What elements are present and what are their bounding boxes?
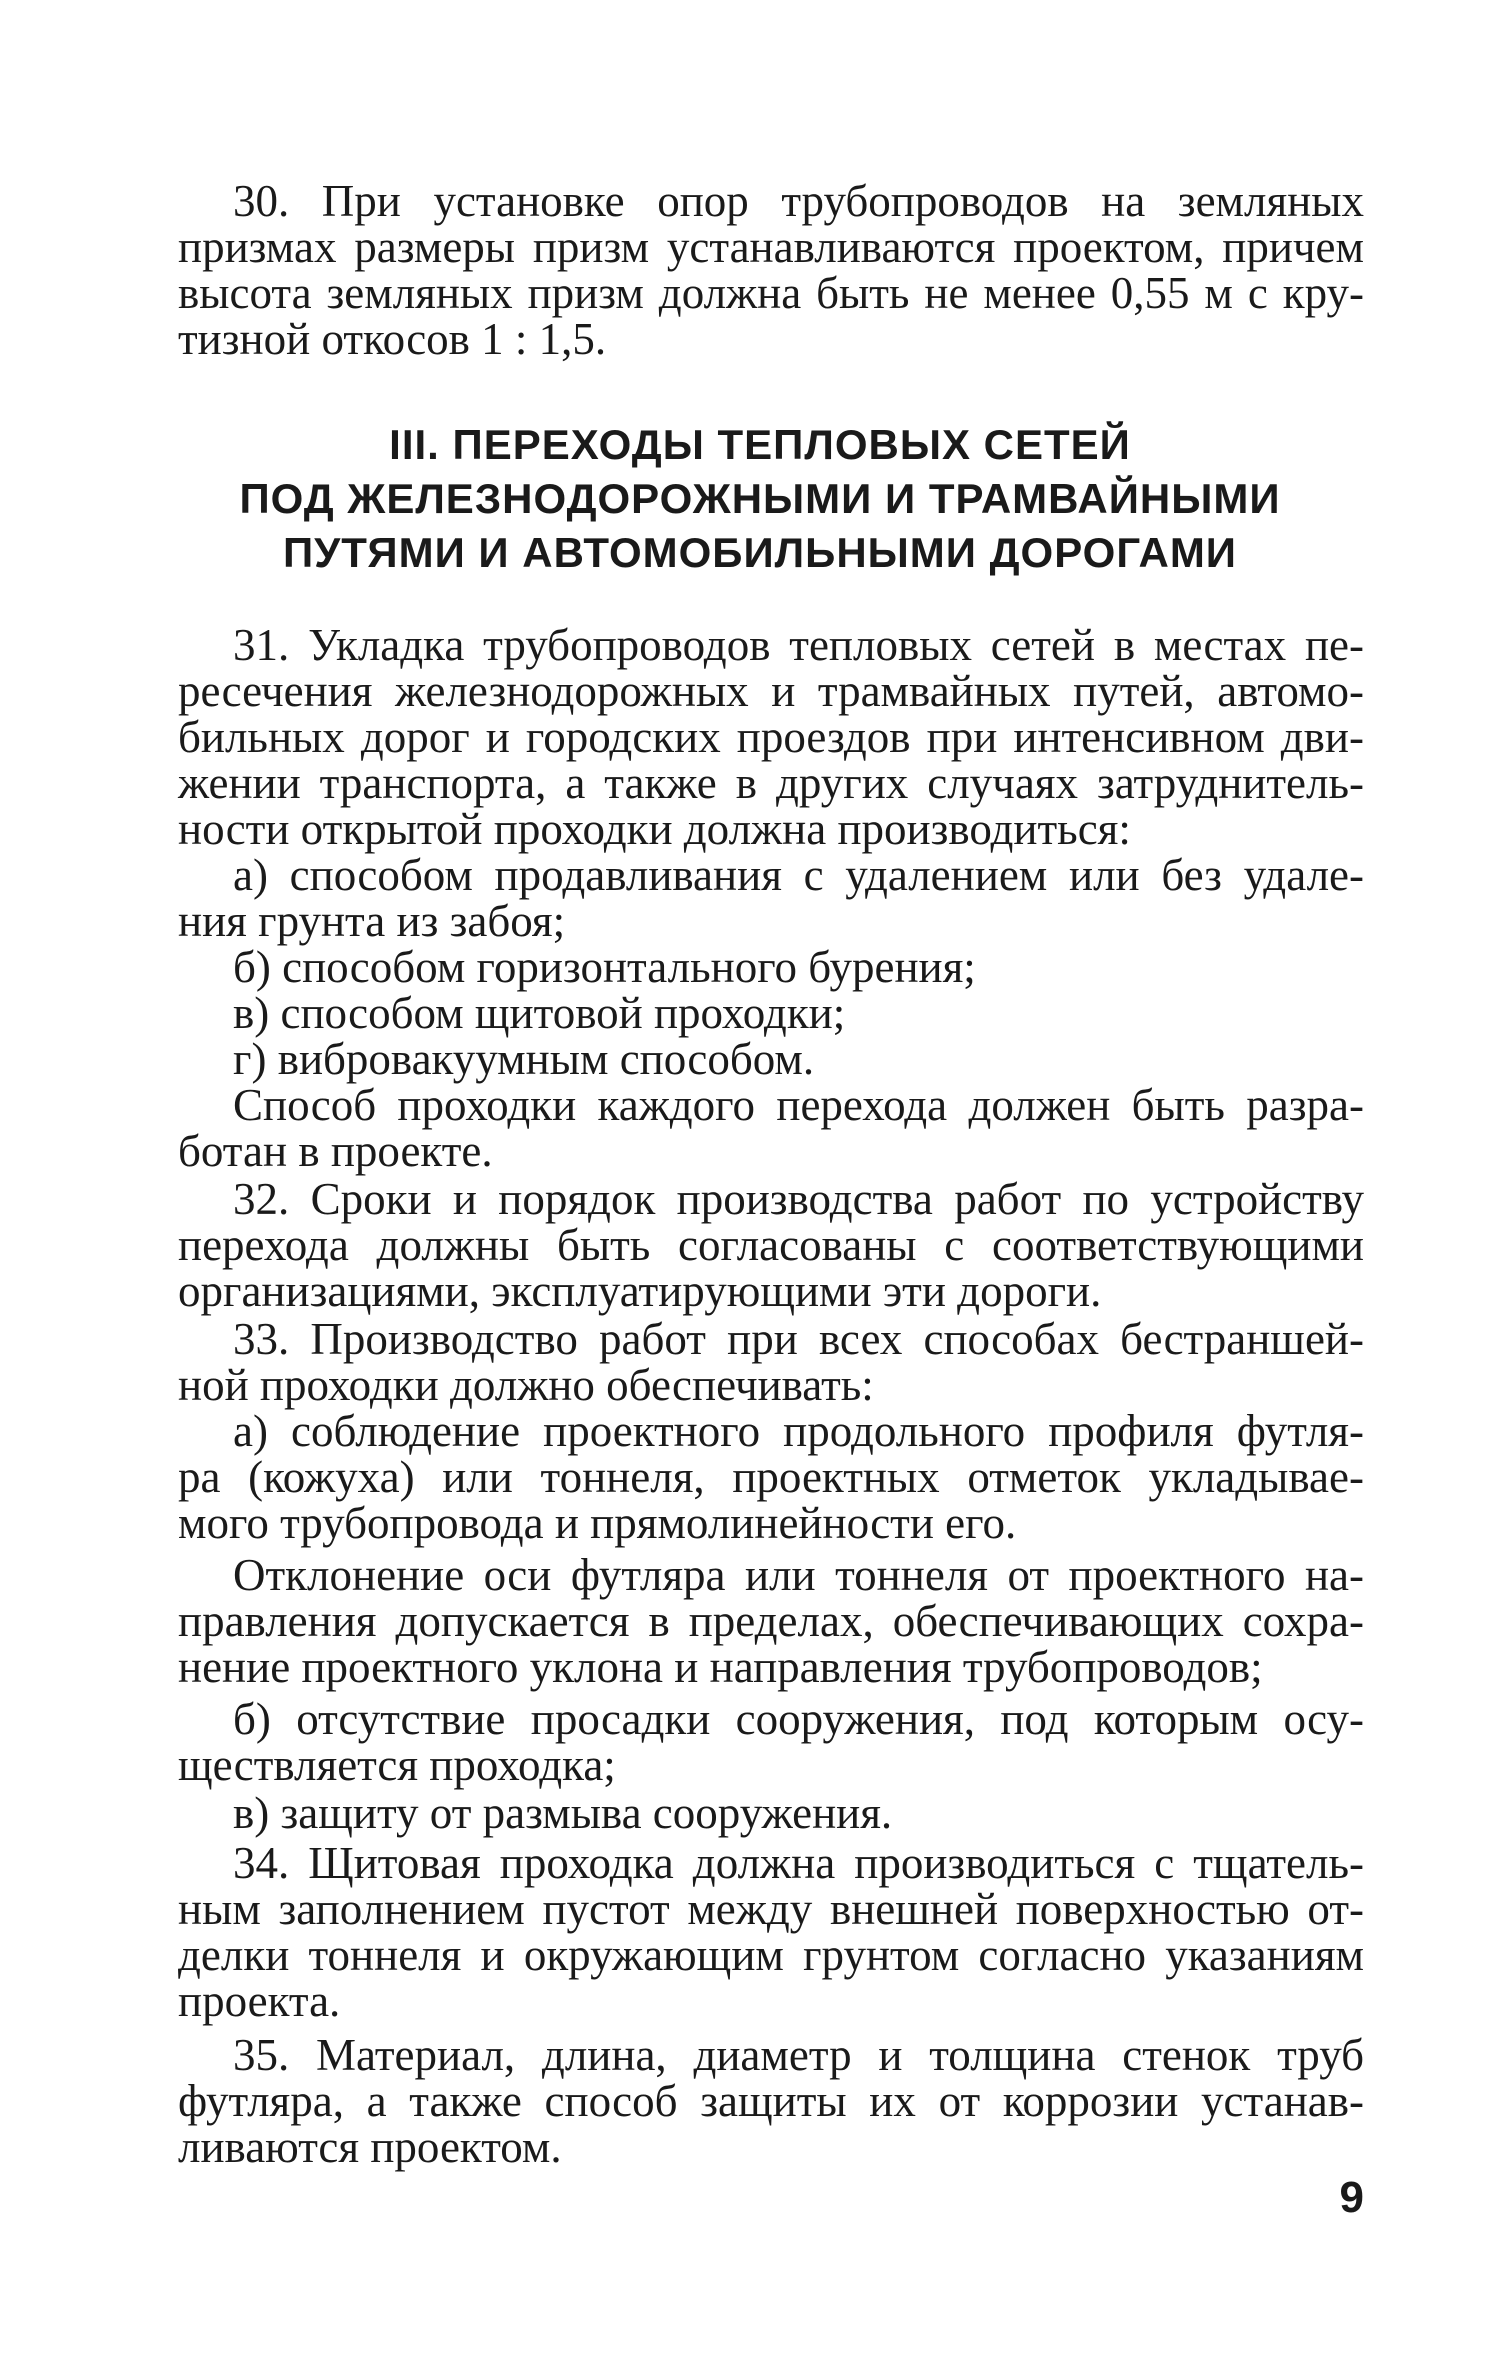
text-line: делки тоннеля и окружающим грунтом согласно указаниям — [178, 1930, 1364, 1980]
text-line: а) соблюдение проектного продольного профиля футля- — [233, 1406, 1364, 1456]
text-line: ливаются проектом. — [178, 2122, 562, 2172]
text-line: проекта. — [178, 1976, 341, 2026]
text-line: б) отсутствие просадки сооружения, под которым осу- — [233, 1694, 1364, 1744]
text-line: организациями, эксплуатирующими эти дороги. — [178, 1266, 1102, 1316]
text-line: ной проходки должно обеспечивать: — [178, 1360, 874, 1410]
text-line: 31. Укладка трубопроводов тепловых сетей в местах пе- — [233, 620, 1364, 670]
text-line: перехода должны быть согласованы с соответствующими — [178, 1220, 1364, 1270]
text-line: футляра, а также способ защиты их от коррозии устанав- — [178, 2076, 1364, 2126]
text-line: ресечения железнодорожных и трамвайных путей, автомо- — [178, 666, 1364, 716]
text-line: жении транспорта, а также в других случаях затруднитель- — [178, 758, 1364, 808]
text-line: Способ проходки каждого перехода должен быть разра- — [233, 1080, 1364, 1130]
text-line: ния грунта из забоя; — [178, 896, 566, 946]
section-heading-line: ПОД ЖЕЛЕЗНОДОРОЖНЫМИ И ТРАМВАЙНЫМИ — [239, 475, 1281, 522]
text-line: ности открытой проходки должна производиться: — [178, 804, 1131, 854]
text-line: нение проектного уклона и направления трубопроводов; — [178, 1642, 1263, 1692]
text-line: тизной откосов 1 : 1,5. — [178, 314, 607, 364]
text-line: ра (кожуха) или тоннеля, проектных отметок укладывае- — [178, 1452, 1364, 1502]
text-line: ным заполнением пустот между внешней поверхностью от- — [178, 1884, 1364, 1934]
list-item: в) защиту от размыва сооружения. — [233, 1788, 893, 1838]
text-line: 35. Материал, длина, диаметр и толщина стенок труб — [233, 2030, 1364, 2080]
text-line: а) способом продавливания с удалением или без удале- — [233, 850, 1364, 900]
list-item: в) способом щитовой проходки; — [233, 988, 846, 1038]
text-line: Отклонение оси футляра или тоннеля от проектного на- — [233, 1550, 1364, 1600]
text-line: ществляется проходка; — [178, 1740, 616, 1790]
list-item: б) способом горизонтального бурения; — [233, 942, 976, 992]
text-line: мого трубопровода и прямолинейности его. — [178, 1498, 1017, 1548]
text-line: высота земляных призм должна быть не менее 0,55 м с кру- — [178, 268, 1364, 318]
text-line: бильных дорог и городских проездов при интенсивном дви- — [178, 712, 1364, 762]
page-number: 9 — [1339, 2173, 1364, 2222]
text-line: правления допускается в пределах, обеспечивающих сохра- — [178, 1596, 1364, 1646]
text-line: ботан в проекте. — [178, 1126, 493, 1176]
text-line: призмах размеры призм устанавливаются проектом, причем — [178, 222, 1364, 272]
list-item: г) вибровакуумным способом. — [233, 1034, 815, 1084]
text-line: 34. Щитовая проходка должна производиться с тщатель- — [233, 1838, 1364, 1888]
section-heading-line: ПУТЯМИ И АВТОМОБИЛЬНЫМИ ДОРОГАМИ — [282, 529, 1237, 576]
text-line: 30. При установке опор трубопроводов на земляных — [233, 176, 1364, 226]
text-line: 32. Сроки и порядок производства работ по устройству — [233, 1174, 1364, 1224]
section-heading-line: III. ПЕРЕХОДЫ ТЕПЛОВЫХ СЕТЕЙ — [389, 421, 1131, 468]
text-line: 33. Производство работ при всех способах бестраншей- — [233, 1314, 1364, 1364]
